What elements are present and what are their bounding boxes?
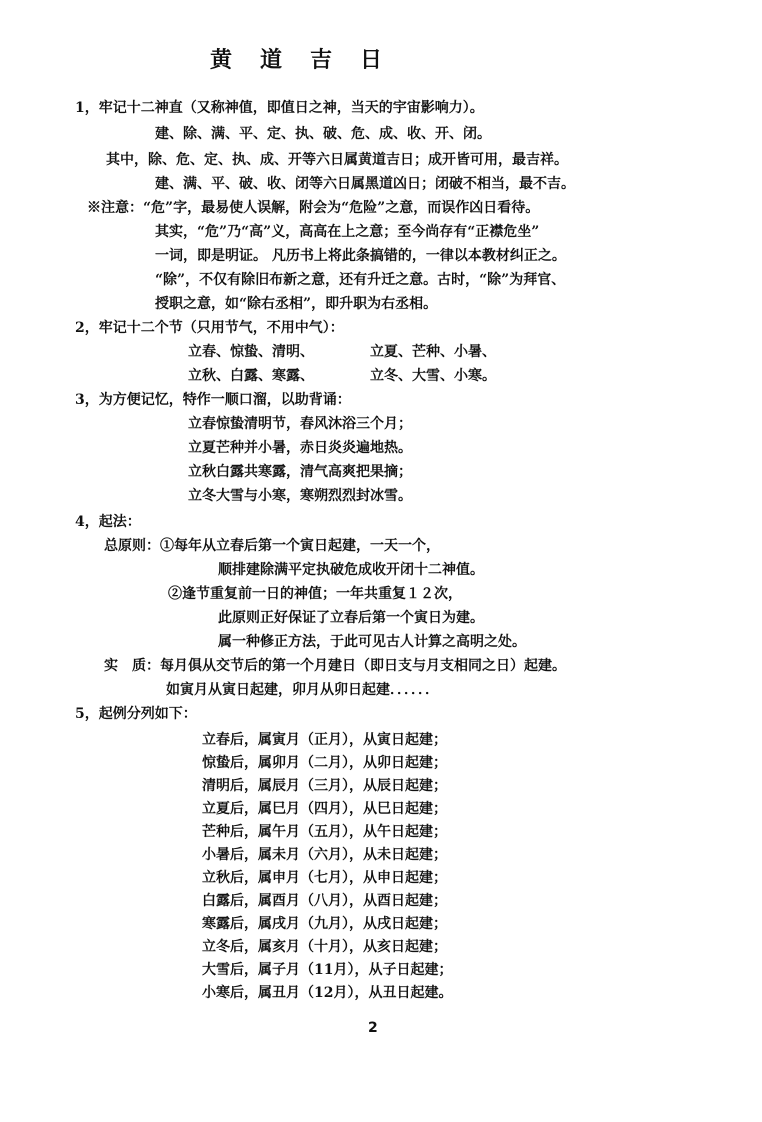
principle-2-continued-1: 此原则正好保证了立春后第一个寅日为建。 xyxy=(218,610,484,626)
note-line-1: ※注意：“危”字，最易使人误解，附会为“危险”之意，而误作凶日看待。 xyxy=(87,200,540,216)
solar-terms-row-1a: 立春、惊蛰、清明、 xyxy=(188,344,314,360)
list-item: 大雪后，属子月（11月），从子日起建； xyxy=(202,962,453,978)
solar-terms-row-2b: 立冬、大雪、小寒。 xyxy=(370,368,496,384)
principle-1-continued: 顺排建除满平定执破危成收开闭十二神值。 xyxy=(218,562,484,578)
list-item: 芒种后，属午月（五月），从午日起建； xyxy=(202,824,447,840)
section-1-heading: 1，牢记十二神直（又称神值，即值日之神，当天的宇宙影响力）。 xyxy=(75,100,484,116)
solar-terms-row-1b: 立夏、芒种、小暑、 xyxy=(370,344,496,360)
section-3-heading: 3，为方便记忆，特作一顺口溜，以助背诵： xyxy=(75,392,351,408)
list-item: 小暑后，属未月（六月），从未日起建； xyxy=(202,847,447,863)
verse-line-2: 立夏芒种并小暑，赤日炎炎遍地热。 xyxy=(188,440,412,456)
note-line-4: “除”，不仅有除旧布新之意，还有升迁之意。古时，“除”为拜官、 xyxy=(155,272,566,288)
list-item: 寒露后，属戌月（九月），从戌日起建； xyxy=(202,916,447,932)
solar-terms-row-2a: 立秋、白露、寒露、 xyxy=(188,368,314,384)
verse-line-3: 立秋白露共寒露，清气高爽把果摘； xyxy=(188,464,412,480)
auspicious-days: 其中，除、危、定、执、成、开等六日属黄道吉日；成开皆可用，最吉祥。 xyxy=(106,152,568,168)
verse-line-4: 立冬大雪与小寒，寒朔烈烈封冰雪。 xyxy=(188,488,412,504)
list-item: 立冬后，属亥月（十月），从亥日起建； xyxy=(202,939,447,955)
page-title: 黄道吉日 xyxy=(210,47,411,73)
list-item: 立秋后，属申月（七月），从申日起建； xyxy=(202,870,447,886)
list-item: 立春后，属寅月（正月），从寅日起建； xyxy=(202,732,447,748)
note-line-2: 其实，“危”乃“高”义，高高在上之意；至今尚存有“正襟危坐” xyxy=(155,224,540,240)
section-2-heading: 2，牢记十二个节（只用节气，不用中气）： xyxy=(75,320,344,336)
list-item: 小寒后，属丑月（12月），从丑日起建。 xyxy=(202,985,453,1001)
principle-2: ②逢节重复前一日的神值；一年共重复１２次， xyxy=(168,586,462,602)
principle-1: 总原则：①每年从立春后第一个寅日起建，一天一个， xyxy=(104,538,440,554)
principle-2-continued-2: 属一种修正方法，于此可见古人计算之高明之处。 xyxy=(218,634,526,650)
essence-example: 如寅月从寅日起建，卯月从卯日起建．．．．．． xyxy=(166,682,439,698)
list-item: 立夏后，属巳月（四月），从巳日起建； xyxy=(202,801,447,817)
page-number: 2 xyxy=(368,1020,378,1036)
list-item: 清明后，属辰月（三月），从辰日起建； xyxy=(202,778,447,794)
verse-line-1: 立春惊蛰清明节，春风沐浴三个月； xyxy=(188,416,412,432)
list-item: 惊蛰后，属卯月（二月），从卯日起建； xyxy=(202,755,447,771)
essence-statement: 实 质：每月俱从交节后的第一个月建日（即日支与月支相同之日）起建。 xyxy=(104,658,566,674)
inauspicious-days: 建、满、平、破、收、闭等六日属黑道凶日；闭破不相当，最不吉。 xyxy=(155,176,575,192)
section-5-heading: 5，起例分列如下： xyxy=(75,706,197,722)
list-item: 白露后，属酉月（八月），从酉日起建； xyxy=(202,893,447,909)
gods-list: 建、除、满、平、定、执、破、危、成、收、开、闭。 xyxy=(155,126,491,142)
note-line-5: 授职之意，如“除右丞相”，即升职为右丞相。 xyxy=(155,296,438,312)
note-line-3: 一词，即是明证。 凡历书上将此条搞错的，一律以本教材纠正之。 xyxy=(155,248,566,264)
section-4-heading: 4，起法： xyxy=(75,514,141,530)
